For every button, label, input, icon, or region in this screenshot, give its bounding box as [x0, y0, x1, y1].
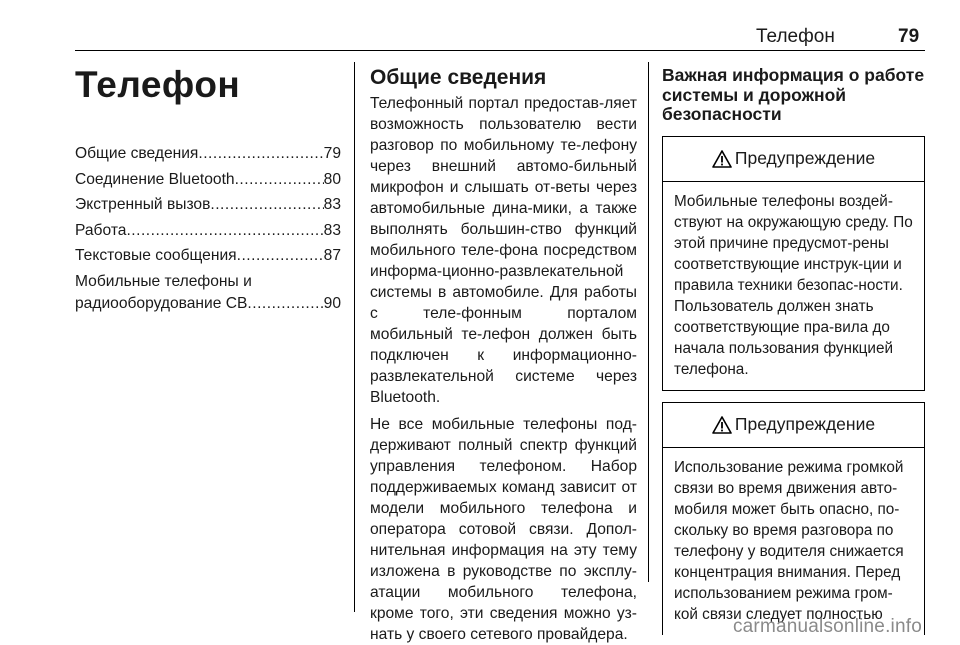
toc-entry-text-line1: Мобильные телефоны и — [75, 272, 252, 290]
body-paragraph: Не все мобильные телефоны под-держивают полный спектр функций управления телефоном. Набор поддерживаемых команд зависит от модели мобильного телефона и оператора сотовой связи. Допол-нительная информация на эту тему изложена в руководстве по эксплу-атации мобильного телефона, кроме того, эти сведения можно уз-нать у своего сетевого провайдера. — [370, 416, 637, 643]
watermark: carmanualsonline.info — [732, 616, 922, 637]
safety-column — [662, 62, 925, 635]
warning-text: Использование режима громкой связи во время движения авто-мобиля может быть опасно, по-скольку во время разговора по телефону у водителя снижается концентрация внимания. Перед использованием режима гром-кой связи следует полностью — [674, 458, 904, 623]
toc-entry-page: 80 — [323, 170, 341, 188]
running-header-title: Телефон — [756, 26, 835, 47]
toc-entry-text: Соединение Bluetooth — [75, 170, 235, 188]
section-title: Общие сведения — [370, 66, 547, 89]
warning-box — [662, 136, 925, 391]
toc-entry[interactable] — [75, 143, 341, 166]
warning-label: Предупреждение — [734, 148, 876, 168]
toc-entry-page: 87 — [323, 247, 341, 264]
toc-entry-text: Экстренный вызов — [75, 196, 211, 213]
toc-entry-text: Текстовые сообщения — [75, 247, 237, 264]
toc-leader — [210, 194, 323, 217]
toc-entry[interactable] — [75, 271, 341, 316]
toc-entry[interactable] — [75, 194, 341, 217]
warning-text: Мобильные телефоны воздей-ствуют на окружающую среду. По этой причине предусмот-рены соответствующие инструк-ции и правила техники безопас-ности. Пользователь должен знать соответствующие пра-вила до начала пользования функцией телефона. — [674, 192, 913, 378]
toc-leader — [198, 143, 323, 166]
toc-entry-page: 83 — [323, 196, 341, 213]
toc-entry[interactable] — [75, 220, 341, 243]
header-rule — [75, 50, 925, 51]
toc-entry-page: 90 — [323, 295, 341, 312]
toc-entry-text: Общие сведения — [75, 145, 199, 162]
toc-entry-page: 79 — [323, 145, 341, 162]
warning-header — [663, 137, 924, 182]
general-info-column — [370, 62, 637, 645]
toc-entry-page: 83 — [323, 221, 341, 239]
toc-entry[interactable] — [75, 245, 341, 268]
toc-entry-text: радиооборудование CB — [75, 295, 248, 312]
warning-header — [663, 403, 924, 448]
toc-entry[interactable] — [75, 169, 341, 192]
column-divider — [648, 62, 649, 582]
chapter-column — [75, 62, 341, 316]
warning-triangle-icon — [712, 150, 732, 168]
page-number: 79 — [898, 26, 920, 47]
toc-leader — [235, 169, 324, 192]
warning-box — [662, 402, 925, 635]
toc-leader — [247, 293, 323, 316]
warning-triangle-icon — [712, 416, 732, 434]
toc-leader — [237, 245, 324, 268]
toc-leader — [126, 220, 323, 243]
warning-label: Предупреждение — [734, 414, 876, 434]
chapter-title: Телефон — [75, 64, 241, 105]
toc-entry-text: Работа — [75, 221, 127, 239]
body-paragraph: Телефонный портал предостав-ляет возможность пользователю вести разговор по мобильному те-лефону через внешний автомо-бильный микрофон и слышать от-веты через автомобильные дина-мики, а также выполнять большин-ство функций мобильного теле-фона посредством информа-ционно-развлекательной системы в автомобиле. Для работы с теле-фонным порталом мобильный те-лефон должен быть подключен к информационно-развлекательной системе через Bluetooth. — [370, 95, 637, 406]
table-of-contents — [75, 143, 341, 316]
section-title: Важная информация о работе системы и дорожной безопасности — [662, 65, 925, 124]
column-divider — [354, 62, 355, 612]
